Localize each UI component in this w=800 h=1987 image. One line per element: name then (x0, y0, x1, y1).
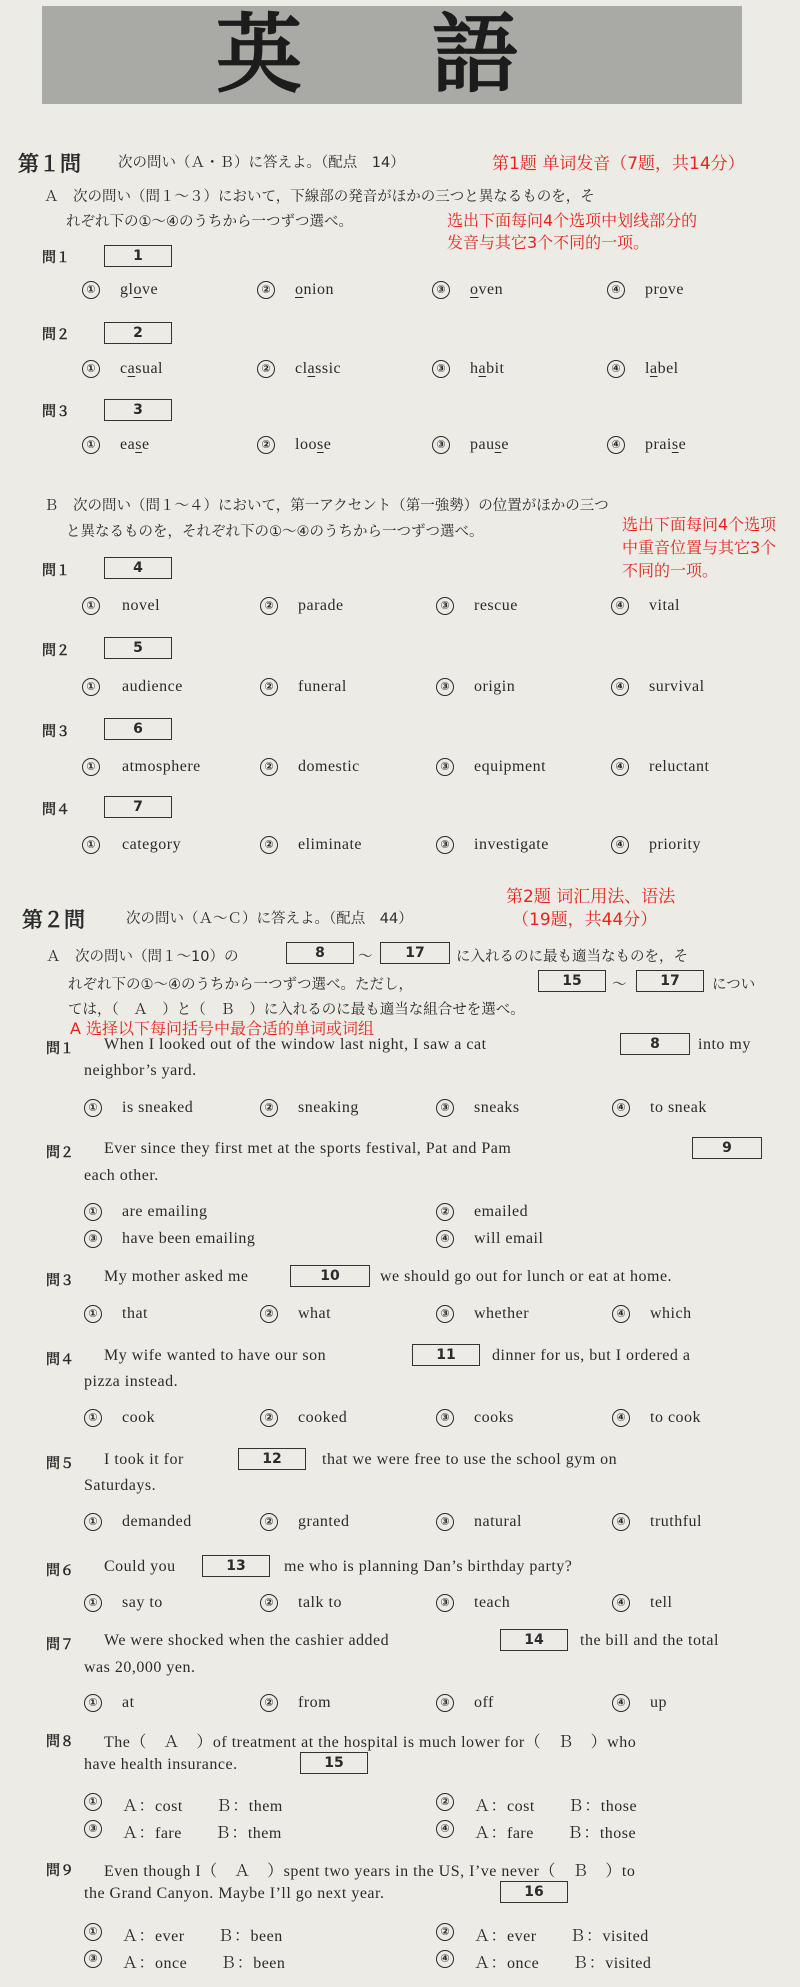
option-4[interactable]: priority (649, 836, 701, 853)
option-2[interactable]: sneaking (298, 1099, 359, 1116)
option-2[interactable]: loose (295, 436, 332, 453)
option-marker: ④ (607, 360, 625, 378)
option-marker: ② (436, 1793, 454, 1811)
option-marker: ② (257, 281, 275, 299)
option-marker: ③ (432, 360, 450, 378)
option-1[interactable]: demanded (122, 1513, 192, 1530)
option-marker: ① (84, 1594, 102, 1612)
answer-box[interactable]: 2 (104, 322, 172, 344)
option-marker: ④ (607, 436, 625, 454)
question-text: into my (698, 1036, 751, 1053)
option-marker: ④ (436, 1950, 454, 1968)
option-3[interactable]: Ａ：fare Ｂ：them (122, 1825, 282, 1842)
question-label: 問２ (46, 1145, 74, 1161)
option-marker: ① (82, 678, 100, 696)
question-label: 問２ (42, 327, 70, 343)
q1-heading: 第１問 (18, 152, 81, 176)
question-text: Saturdays. (84, 1477, 157, 1494)
option-marker: ① (84, 1409, 102, 1427)
option-marker: ② (260, 597, 278, 615)
option-1[interactable]: ease (120, 436, 150, 453)
option-marker: ③ (436, 678, 454, 696)
answer-box[interactable]: 11 (412, 1344, 480, 1366)
option-3[interactable]: origin (474, 678, 516, 695)
option-1[interactable]: casual (120, 360, 163, 377)
q1a-note-line1: 选出下面每问4个选项中划线部分的 (447, 211, 698, 230)
option-marker: ③ (432, 281, 450, 299)
answer-box[interactable]: 5 (104, 637, 172, 659)
option-1[interactable]: cook (122, 1409, 156, 1426)
option-marker: ④ (607, 281, 625, 299)
question-label: 問４ (42, 802, 70, 818)
option-3[interactable]: equipment (474, 758, 547, 775)
option-marker: ① (82, 436, 100, 454)
q2a-line1-part1: Ａ 次の問い（問１～10）の (46, 949, 239, 965)
q1b-line2: と異なるものを，それぞれ下の①～④のうちから一つずつ選べ。 (66, 524, 484, 540)
option-2[interactable]: talk to (298, 1594, 342, 1611)
option-marker: ③ (436, 1594, 454, 1612)
option-4[interactable]: praise (645, 436, 687, 453)
tilde: ～ (612, 977, 627, 993)
answer-box: 17 (380, 942, 450, 964)
answer-box[interactable]: 16 (500, 1881, 568, 1903)
q1b-line1: Ｂ 次の問い（問１～４）において，第一アクセント（第一強勢）の位置がほかの三つ (44, 498, 609, 514)
option-2[interactable]: parade (298, 597, 344, 614)
answer-box[interactable]: 9 (692, 1137, 762, 1159)
option-marker: ① (84, 1694, 102, 1712)
q2a-line1-part2: に入れるのに最も適当なものを，そ (456, 949, 688, 965)
option-4[interactable]: which (650, 1305, 692, 1322)
question-label: 問６ (46, 1563, 74, 1579)
answer-box[interactable]: 3 (104, 399, 172, 421)
question-label: 問８ (46, 1734, 74, 1750)
question-text: the bill and the total (580, 1632, 719, 1649)
option-4[interactable]: reluctant (649, 758, 710, 775)
answer-box: 17 (636, 970, 704, 992)
option-1[interactable]: are emailing (122, 1203, 208, 1220)
question-label: 問３ (42, 404, 70, 420)
question-text: My wife wanted to have our son (104, 1347, 327, 1364)
option-marker: ① (84, 1203, 102, 1221)
question-text: have health insurance. (84, 1756, 238, 1773)
option-1[interactable]: audience (122, 678, 183, 695)
option-4[interactable]: vital (649, 597, 680, 614)
option-2[interactable]: eliminate (298, 836, 363, 853)
option-marker: ③ (84, 1820, 102, 1838)
option-marker: ③ (436, 758, 454, 776)
option-1[interactable]: category (122, 836, 182, 853)
option-marker: ① (84, 1923, 102, 1941)
option-marker: ② (260, 1305, 278, 1323)
answer-box: 8 (286, 942, 354, 964)
q1a-line1: Ａ 次の問い（問１～３）において，下線部の発音がほかの三つと異なるものを，そ (44, 189, 595, 205)
option-3[interactable]: off (474, 1694, 494, 1711)
answer-box: 15 (538, 970, 606, 992)
option-marker: ④ (612, 1694, 630, 1712)
answer-box[interactable]: 15 (300, 1752, 368, 1774)
answer-box[interactable]: 14 (500, 1629, 568, 1651)
question-text: that we were free to use the school gym on (322, 1451, 618, 1468)
option-3[interactable]: cooks (474, 1409, 514, 1426)
option-2[interactable]: classic (295, 360, 342, 377)
option-marker: ④ (436, 1230, 454, 1248)
option-marker: ② (260, 836, 278, 854)
option-marker: ① (84, 1305, 102, 1323)
option-marker: ④ (612, 1409, 630, 1427)
option-marker: ① (82, 758, 100, 776)
option-marker: ④ (612, 1513, 630, 1531)
option-2[interactable]: domestic (298, 758, 360, 775)
option-1[interactable]: that (122, 1305, 148, 1322)
option-marker: ④ (436, 1820, 454, 1838)
option-marker: ③ (84, 1230, 102, 1248)
question-text: neighbor’s yard. (84, 1062, 197, 1079)
answer-box[interactable]: 10 (290, 1265, 370, 1287)
option-marker: ③ (436, 597, 454, 615)
option-marker: ① (82, 281, 100, 299)
option-marker: ② (260, 1099, 278, 1117)
answer-box[interactable]: 6 (104, 718, 172, 740)
option-marker: ④ (612, 1099, 630, 1117)
option-3[interactable]: pause (470, 436, 509, 453)
question-label: 問５ (46, 1456, 74, 1472)
option-4[interactable]: prove (645, 281, 684, 298)
option-marker: ① (82, 360, 100, 378)
question-text: We were shocked when the cashier added (104, 1632, 390, 1649)
option-marker: ③ (436, 836, 454, 854)
option-4[interactable]: survival (649, 678, 705, 695)
option-3[interactable]: whether (474, 1305, 530, 1322)
option-3[interactable]: oven (470, 281, 504, 298)
option-marker: ① (82, 836, 100, 854)
option-marker: ④ (611, 758, 629, 776)
option-marker: ② (260, 758, 278, 776)
answer-box[interactable]: 13 (202, 1555, 270, 1577)
question-text: the Grand Canyon. Maybe I’ll go next year. (84, 1885, 385, 1902)
q1-instruction: 次の問い（Ａ・Ｂ）に答えよ。（配点 14） (118, 155, 405, 171)
option-2[interactable]: granted (298, 1513, 350, 1530)
option-marker: ③ (84, 1950, 102, 1968)
option-3[interactable]: sneaks (474, 1099, 520, 1116)
question-text: pizza instead. (84, 1373, 179, 1390)
q1b-note-line2: 中重音位置与其它3个 (622, 538, 777, 557)
option-1[interactable]: is sneaked (122, 1099, 194, 1116)
option-marker: ③ (436, 1099, 454, 1117)
option-marker: ③ (436, 1305, 454, 1323)
question-text: I took it for (104, 1451, 184, 1468)
option-2[interactable]: Ａ：cost Ｂ：those (474, 1798, 638, 1815)
answer-box[interactable]: 12 (238, 1448, 306, 1470)
question-label: 問３ (46, 1273, 74, 1289)
option-marker: ④ (612, 1305, 630, 1323)
question-label: 問１ (42, 563, 70, 579)
option-marker: ④ (611, 597, 629, 615)
option-1[interactable]: Ａ：cost Ｂ：them (122, 1798, 283, 1815)
option-4[interactable]: Ａ：once Ｂ：visited (474, 1955, 652, 1972)
option-marker: ③ (436, 1694, 454, 1712)
option-marker: ③ (436, 1513, 454, 1531)
q1-note: 第1题 单词发音（7题，共14分） (492, 154, 745, 174)
option-2[interactable]: what (298, 1305, 332, 1322)
question-label: 問２ (42, 643, 70, 659)
question-label: 問３ (42, 724, 70, 740)
option-3[interactable]: natural (474, 1513, 522, 1530)
option-2[interactable]: onion (295, 281, 334, 298)
q2-instruction: 次の問い（Ａ～Ｃ）に答えよ。（配点 44） (126, 911, 413, 927)
option-1[interactable]: Ａ：ever Ｂ：been (122, 1928, 283, 1945)
option-marker: ② (257, 360, 275, 378)
q2a-line2-part2: につい (712, 977, 756, 993)
option-2[interactable]: from (298, 1694, 332, 1711)
option-marker: ① (84, 1513, 102, 1531)
option-marker: ③ (436, 1409, 454, 1427)
option-2[interactable]: Ａ：ever Ｂ：visited (474, 1928, 649, 1945)
question-text: was 20,000 yen. (84, 1659, 196, 1676)
q2a-line3: ては，（ Ａ ）と（ Ｂ ）に入れるのに最も適当な組合せを選べ。 (68, 1002, 525, 1018)
option-4[interactable]: truthful (650, 1513, 702, 1530)
q2-heading: 第２問 (22, 908, 85, 932)
option-2[interactable]: funeral (298, 678, 347, 695)
q2a-note: A 选择以下每问括号中最合适的单词或词组 (70, 1019, 375, 1038)
option-marker: ④ (612, 1594, 630, 1612)
question-text: The（ Ａ ）of treatment at the hospital is much lower for（ Ｂ ）who (104, 1734, 637, 1751)
option-4[interactable]: Ａ：fare Ｂ：those (474, 1825, 637, 1842)
question-text: Even though I（ Ａ ）spent two years in the US, I’ve never（ Ｂ ）to (104, 1863, 636, 1880)
question-text: My mother asked me (104, 1268, 249, 1285)
option-3[interactable]: rescue (474, 597, 518, 614)
option-4[interactable]: to cook (650, 1409, 702, 1426)
option-1[interactable]: atmosphere (122, 758, 201, 775)
question-text: we should go out for lunch or eat at home. (380, 1268, 673, 1285)
option-marker: ① (84, 1099, 102, 1117)
option-4[interactable]: up (650, 1694, 667, 1711)
option-1[interactable]: at (122, 1694, 135, 1711)
option-1[interactable]: glove (120, 281, 159, 298)
option-marker: ① (84, 1793, 102, 1811)
option-marker: ② (260, 1513, 278, 1531)
option-marker: ② (436, 1923, 454, 1941)
page-title: 英 語 (216, 5, 568, 105)
option-1[interactable]: novel (122, 597, 161, 614)
option-marker: ② (260, 1594, 278, 1612)
question-label: 問７ (46, 1637, 74, 1653)
question-text: dinner for us, but I ordered a (492, 1347, 691, 1364)
question-label: 問１ (42, 250, 70, 266)
option-3[interactable]: teach (474, 1594, 511, 1611)
option-marker: ④ (611, 836, 629, 854)
question-text: me who is planning Dan’s birthday party? (284, 1558, 573, 1575)
option-2[interactable]: emailed (474, 1203, 529, 1220)
q2a-line2-part1: れぞれ下の①～④のうちから一つずつ選べ。ただし， (68, 977, 413, 993)
question-text: When I looked out of the window last night, I saw a cat (104, 1036, 487, 1053)
q2-note-line2: （19题，共44分） (512, 910, 658, 930)
option-marker: ③ (432, 436, 450, 454)
question-label: 問１ (46, 1041, 74, 1057)
question-label: 問４ (46, 1352, 74, 1368)
q2-note-line1: 第2题 词汇用法、语法 (506, 887, 676, 907)
option-3[interactable]: habit (470, 360, 505, 377)
option-3[interactable]: have been emailing (122, 1230, 256, 1247)
question-label: 問９ (46, 1863, 74, 1879)
option-marker: ② (436, 1203, 454, 1221)
title-banner (42, 6, 742, 104)
option-4[interactable]: to sneak (650, 1099, 707, 1116)
answer-box[interactable]: 4 (104, 557, 172, 579)
question-text: Ever since they first met at the sports festival, Pat and Pam (104, 1140, 512, 1157)
option-4[interactable]: will email (474, 1230, 544, 1247)
option-marker: ④ (611, 678, 629, 696)
tilde: ～ (358, 949, 373, 965)
option-1[interactable]: say to (122, 1594, 163, 1611)
option-2[interactable]: cooked (298, 1409, 348, 1426)
option-marker: ② (257, 436, 275, 454)
option-4[interactable]: tell (650, 1594, 673, 1611)
q1a-note-line2: 发音与其它3个不同的一项。 (447, 233, 650, 252)
question-text: Could you (104, 1558, 176, 1575)
q1b-note-line1: 选出下面每问4个选项 (622, 515, 777, 534)
answer-box[interactable]: 7 (104, 796, 172, 818)
question-text: each other. (84, 1167, 159, 1184)
answer-box[interactable]: 1 (104, 245, 172, 267)
q1a-line2: れぞれ下の①～④のうちから一つずつ選べ。 (66, 214, 353, 230)
option-marker: ② (260, 678, 278, 696)
option-3[interactable]: investigate (474, 836, 549, 853)
option-marker: ② (260, 1694, 278, 1712)
q1b-note-line3: 不同的一项。 (622, 561, 719, 580)
option-marker: ① (82, 597, 100, 615)
option-4[interactable]: label (645, 360, 679, 377)
answer-box[interactable]: 8 (620, 1033, 690, 1055)
option-marker: ② (260, 1409, 278, 1427)
option-3[interactable]: Ａ：once Ｂ：been (122, 1955, 286, 1972)
